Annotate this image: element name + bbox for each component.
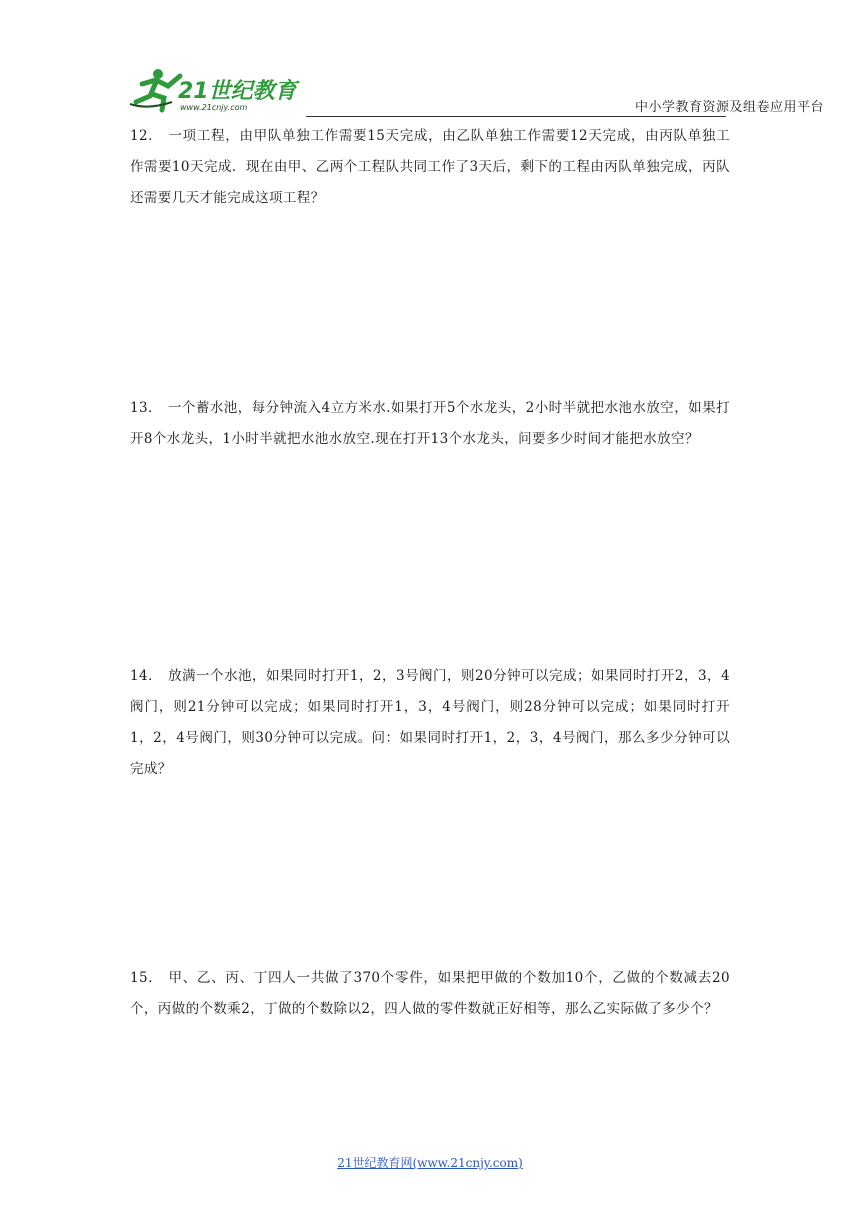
question-text: 一个蓄水池，每分钟流入4立方米水.如果打开5个水龙头，2小时半就把水池水放空，如果打开8个水龙头，1小时半就把水池水放空.现在打开13个水龙头，问要多少时间才能把水放空？	[130, 400, 730, 447]
question-12	[130, 121, 730, 214]
runner-icon	[128, 66, 308, 114]
header-slogan: 中小学教育资源及组卷应用平台	[634, 100, 824, 115]
page-footer	[0, 1154, 860, 1171]
page-header	[128, 66, 828, 122]
header-divider	[306, 116, 726, 117]
question-number: 15．	[130, 970, 163, 986]
question-13	[130, 393, 730, 455]
footer-link[interactable]: 21世纪教育网(www.21cnjy.com)	[337, 1156, 523, 1170]
site-logo	[128, 66, 308, 114]
question-number: 12．	[130, 128, 163, 144]
question-text: 一项工程，由甲队单独工作需要15天完成，由乙队单独工作需要12天完成，由丙队单独工作需要10天完成．现在由甲、乙两个工程队共同工作了3天后，剩下的工程由丙队单独完成，丙队还需要几天才能完成这项工程？	[130, 128, 730, 206]
question-text: 甲、乙、丙、丁四人一共做了370个零件，如果把甲做的个数加10个，乙做的个数减去20个，丙做的个数乘2，丁做的个数除以2，四人做的零件数就正好相等，那么乙实际做了多少个？	[130, 970, 730, 1017]
svg-text:21世纪教育: 21世纪教育	[178, 79, 297, 104]
question-number: 14．	[130, 668, 163, 684]
question-text: 放满一个水池，如果同时打开1，2，3号阀门，则20分钟可以完成；如果同时打开2，3，4阀门，则21分钟可以完成；如果同时打开1，3，4号阀门，则28分钟可以完成；如果同时打开1，2，4号阀门，则30分钟可以完成。问：如果同时打开1，2，3，4号阀门，那么多少分钟可以完成？	[130, 668, 730, 777]
question-number: 13．	[130, 400, 162, 416]
svg-text:www.21cnjy.com: www.21cnjy.com	[180, 103, 248, 112]
question-14	[130, 661, 730, 785]
question-15	[130, 963, 730, 1025]
